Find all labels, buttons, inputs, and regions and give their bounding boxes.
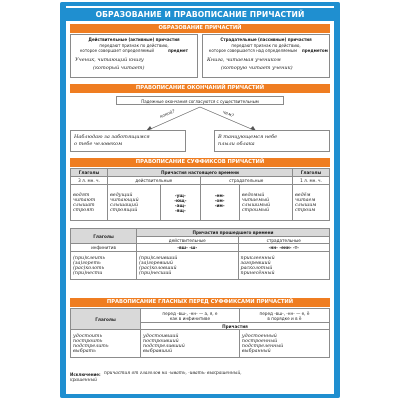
- verb-right: читаем: [295, 197, 316, 203]
- vowel-sub: Причастия: [141, 323, 330, 330]
- verb-right: слышим: [295, 202, 317, 208]
- vowel-verb: подстрелить: [73, 343, 109, 349]
- suffix-active: -ущ-: [174, 192, 186, 198]
- vowel-passive: построенный: [241, 338, 278, 344]
- suffix-active: -ющ-: [174, 197, 187, 203]
- col-verbs: Глаголы: [71, 169, 108, 177]
- passive-participle-box: [202, 34, 330, 78]
- vowel-passive: удостоенный: [241, 333, 277, 339]
- before-b-line2: в порядке и в ё: [267, 315, 302, 321]
- past-passive: расколотый: [240, 265, 273, 271]
- col-present: Причастия настоящего времени: [108, 169, 293, 177]
- past-active-cell: [137, 252, 239, 280]
- past-verb: (при)клеить: [73, 255, 105, 261]
- vowel-active-cell: [141, 330, 240, 358]
- parts-active-cell: [108, 185, 161, 221]
- ex-left-2: о тебе человеком: [74, 141, 123, 147]
- past-col-verbs: Глаголы: [71, 229, 137, 244]
- suffix-passive: -ем-: [214, 192, 225, 198]
- exception-text-2: крашенный: [70, 378, 97, 383]
- verb-left: слышат: [73, 202, 95, 208]
- vowel-verb: построить: [73, 338, 103, 344]
- poster-sheet: [66, 6, 334, 394]
- active-example-note: (который читает): [93, 65, 145, 71]
- before-b-line1: перед -вш-, -нн- — е, ё: [259, 310, 310, 316]
- past-suf-p: -енн-: [279, 245, 292, 250]
- past-suf-a: -ш-: [189, 245, 198, 250]
- past-suf-p: -нн-: [268, 245, 278, 250]
- sub-active: действительные: [108, 177, 201, 185]
- vowel-passive: выбранный: [241, 348, 271, 354]
- verb-left: строят: [73, 207, 94, 213]
- past-verb: (за)гореть: [73, 260, 101, 266]
- suffix-passive: -им-: [214, 202, 225, 208]
- section-header-endings: ПРАВОПИСАНИЕ ОКОНЧАНИЙ ПРИЧАСТИЙ: [70, 84, 330, 93]
- suffix-active: -ащ-: [174, 202, 186, 208]
- col-verbs-2: Глаголы: [293, 169, 330, 177]
- active-title: Действительные (активные) причастия: [88, 37, 180, 42]
- passive-example: Книга, читаемая учеником: [207, 57, 281, 63]
- arrow-label-left: какой?: [159, 109, 176, 120]
- past-suffix-table: [70, 228, 330, 280]
- vowel-col-verbs: Глаголы: [71, 309, 141, 330]
- ex-left-1: Наблюдаю за заботящимся: [74, 134, 150, 140]
- active-line-1: передают признак по действию,: [99, 43, 169, 48]
- past-verbs-cell: [71, 252, 137, 280]
- vowel-verb: удостоить: [73, 333, 103, 339]
- vowel-col-before-b: [239, 309, 329, 323]
- ex-right-2: плыли облака: [218, 141, 255, 147]
- verb-left: читают: [73, 197, 96, 203]
- exception-text: причастия от глаголов на -ывать, -ивать: выкрашенный,: [104, 371, 242, 376]
- passive-example-note: (которую читает ученик): [221, 65, 293, 71]
- vowel-verb: выбрать: [73, 348, 96, 354]
- past-inf: инфинитив: [71, 244, 137, 252]
- suffix-active: -ящ-: [174, 207, 186, 213]
- poster-frame: [60, 2, 340, 398]
- part-passive: читаемый: [241, 197, 270, 203]
- suffix-active-cell: [161, 185, 200, 221]
- past-active: (за)горевший: [139, 260, 173, 266]
- part-passive: слышимый: [241, 202, 271, 208]
- part-active: читающий: [110, 197, 139, 203]
- vowel-active: подстреливший: [143, 343, 185, 349]
- past-verb: (при)нести: [73, 270, 103, 276]
- past-active: (рас)коловший: [139, 265, 177, 271]
- part-active: ведущий: [110, 192, 133, 198]
- past-suffix-passive: [238, 244, 330, 252]
- vowel-active: удостоивший: [143, 333, 179, 339]
- vowel-active: построивший: [143, 338, 179, 344]
- active-participle-box: [70, 34, 198, 78]
- before-a-line1: перед -вш-, -нн- — а, я, е: [162, 310, 218, 316]
- endings-rule-box: [116, 96, 284, 105]
- past-active: (при)несший: [139, 270, 172, 276]
- vowel-passive-cell: [239, 330, 329, 358]
- verbs-right-cell: [293, 185, 330, 221]
- page-title: ОБРАЗОВАНИЕ И ПРАВОПИСАНИЕ ПРИЧАСТИЙ: [66, 8, 334, 21]
- past-col-active: действительные: [137, 237, 239, 244]
- section-header-vowels: ПРАВОПИСАНИЕ ГЛАСНЫХ ПЕРЕД СУФФИКСАМИ ПРИЧАСТИЙ: [70, 298, 330, 307]
- section-header-suffixes: ПРАВОПИСАНИЕ СУФФИКСОВ ПРИЧАСТИЙ: [70, 158, 330, 167]
- part-passive: ведомый: [241, 192, 265, 198]
- exception-label: Исключение:: [70, 372, 101, 377]
- past-verb: (рас)колоть: [73, 265, 105, 271]
- vowel-col-before-a: [141, 309, 240, 323]
- section-header-formation: ОБРАЗОВАНИЕ ПРИЧАСТИЙ: [70, 24, 330, 33]
- part-active: строящий: [110, 207, 138, 213]
- past-passive: загоревший: [240, 260, 271, 266]
- sub-passive: страдательные: [200, 177, 293, 185]
- past-passive: принесённый: [240, 270, 275, 276]
- passive-line-1: передают признак по действию,: [231, 43, 301, 48]
- arrow-label-right: чем?: [221, 110, 235, 119]
- ex-right-1: В танцующемся небе: [218, 134, 278, 140]
- past-col-passive: страдательные: [238, 237, 330, 244]
- passive-title: Страдательные (пассивные) причастия: [220, 37, 312, 42]
- verb-right: строим: [295, 207, 316, 213]
- verb-left: водят: [73, 192, 90, 198]
- vowel-table: [70, 308, 330, 358]
- verb-right: ведём: [295, 192, 311, 198]
- past-col-header: Причастия прошедшего времени: [137, 229, 330, 237]
- parts-passive-cell: [239, 185, 292, 221]
- passive-key: предметом: [302, 48, 328, 53]
- past-suffix-active: [137, 244, 239, 252]
- passive-line-2: которое совершается над определяемым: [208, 48, 298, 53]
- present-suffix-table: [70, 168, 330, 221]
- endings-example-right: [214, 130, 330, 152]
- suffix-passive-cell: [200, 185, 239, 221]
- sub-person-2: 1 л. мн. ч.: [293, 177, 330, 185]
- active-line-2: которое совершает определяемый: [79, 48, 155, 53]
- verbs-left-cell: [71, 185, 108, 221]
- active-key: предмет: [168, 48, 188, 53]
- sub-person: 3 л. мн. ч.: [71, 177, 108, 185]
- part-passive: строимый: [241, 207, 270, 213]
- before-a-line2: как в инфинитиве: [169, 315, 211, 321]
- part-active: слышащий: [110, 202, 139, 208]
- past-suf-a: -вш-: [177, 245, 188, 250]
- past-active: (при)клеивший: [139, 255, 178, 261]
- vowel-active: выбравший: [143, 348, 173, 354]
- past-passive: приклеенный: [240, 255, 275, 261]
- vowel-verbs-cell: [71, 330, 141, 358]
- vowel-passive: подстреленный: [241, 343, 284, 349]
- endings-example-left: [70, 130, 186, 152]
- suffix-passive: -ом-: [214, 197, 225, 203]
- past-passive-cell: [238, 252, 330, 280]
- active-example: Ученик, читающий книгу: [75, 57, 144, 63]
- endings-rule: Падежные окончания согласуются с существительным: [141, 98, 259, 104]
- past-suf-p: -т-: [292, 245, 299, 250]
